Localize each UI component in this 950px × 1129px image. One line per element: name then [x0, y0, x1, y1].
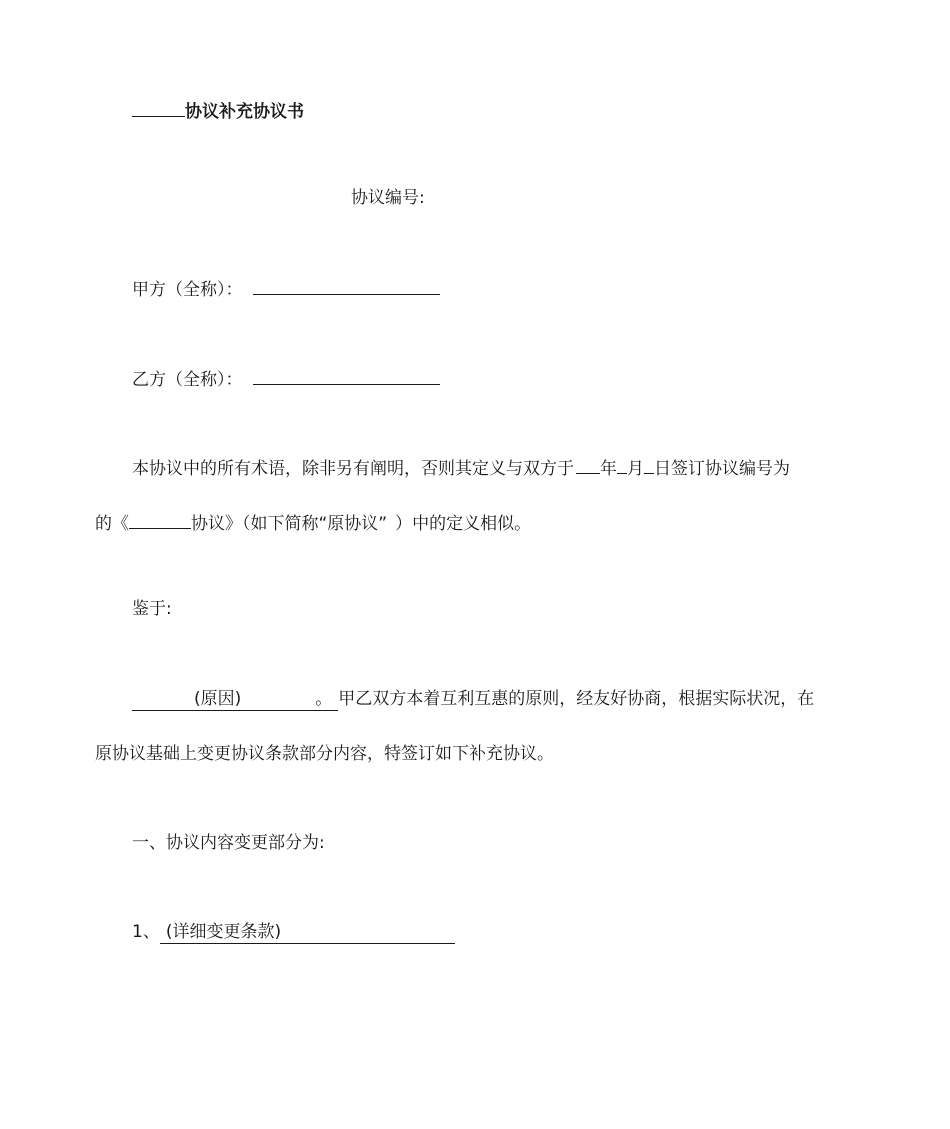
section-1-heading [132, 832, 325, 854]
agreement-number [351, 187, 425, 209]
title-blank[interactable] [132, 98, 185, 117]
item-1 [132, 921, 455, 943]
item-1-placeholder: (详细变更条款) [165, 922, 282, 942]
reason-end: 。 [315, 689, 333, 709]
reason-placeholder: (原因) [194, 689, 242, 709]
definitions-paragraph-line-2 [95, 510, 531, 535]
reason-field[interactable] [132, 689, 338, 711]
day-label: 日签订协议编号为 [654, 459, 790, 479]
year-blank[interactable] [576, 455, 600, 474]
section-1-heading-text: 一、协议内容变更部分为: [132, 833, 325, 853]
definitions-paragraph-line-1 [132, 455, 790, 480]
definitions-text-d: ）中的定义相似。 [395, 514, 532, 534]
document-title [132, 98, 304, 123]
party-a-blank[interactable] [253, 276, 440, 295]
item-1-number: 1、 [132, 922, 160, 942]
party-b-label: 乙方（全称）： [132, 370, 243, 390]
party-b-blank[interactable] [253, 366, 440, 385]
item-1-field[interactable] [160, 922, 455, 944]
party-b [132, 366, 440, 391]
month-label: 月 [627, 459, 644, 479]
title-text: 协议补充协议书 [185, 102, 304, 122]
reason-text-2: 原协议基础上变更协议条款部分内容，特签订如下补充协议。 [95, 744, 554, 764]
month-blank[interactable] [617, 455, 627, 474]
definitions-text-a: 本协议中的所有术语，除非另有阐明，否则其定义与双方于 [132, 459, 574, 479]
definitions-text-c: 协议》（如下简称“原协议” [191, 514, 388, 534]
agreement-number-label: 协议编号: [351, 188, 425, 208]
reason-text: 甲乙双方本着互利互惠的原则，经友好协商，根据实际状况，在 [338, 689, 815, 709]
year-label: 年 [600, 459, 617, 479]
reason-paragraph-line-1 [132, 688, 814, 710]
reason-paragraph-line-2 [95, 743, 554, 765]
original-agreement-blank[interactable] [129, 510, 191, 529]
whereas-heading [132, 598, 172, 620]
party-a-label: 甲方（全称）： [132, 280, 243, 300]
party-a [132, 276, 440, 301]
definitions-text-b: 的《 [95, 514, 129, 534]
day-blank[interactable] [644, 455, 654, 474]
whereas-label: 鉴于: [132, 599, 172, 619]
